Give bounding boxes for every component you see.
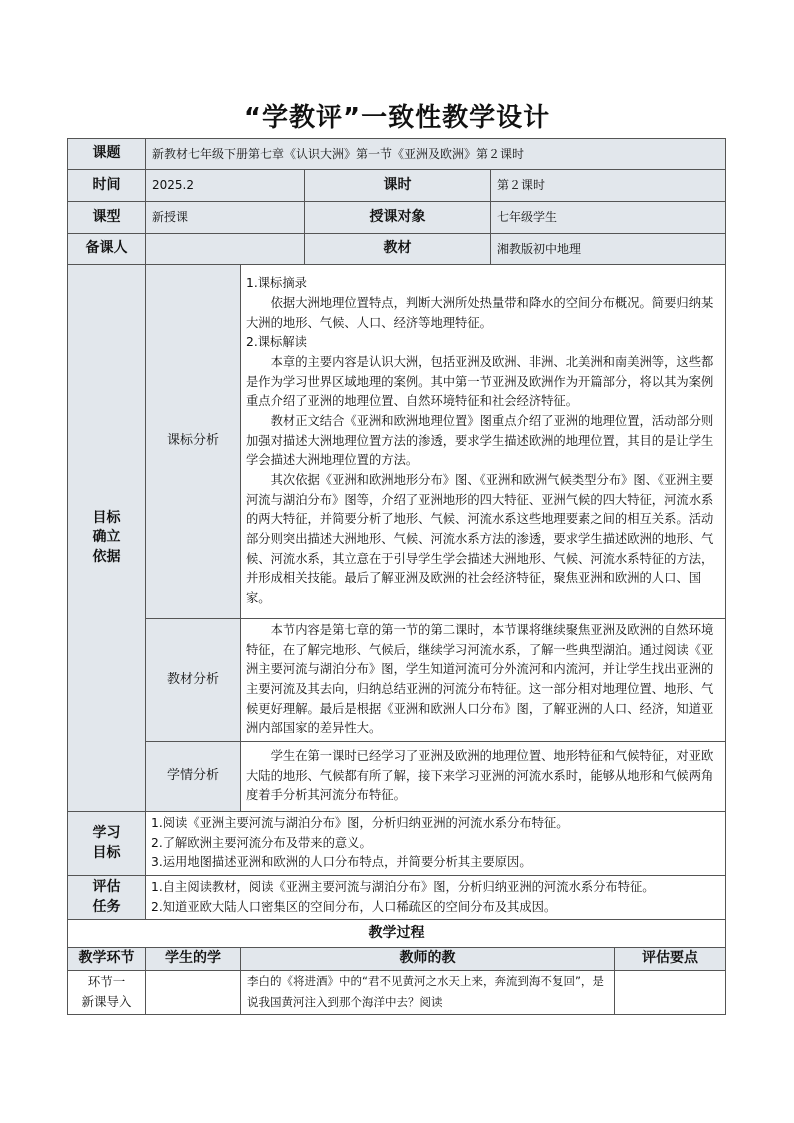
table-row xyxy=(68,971,726,1015)
preparer-row xyxy=(68,234,726,265)
textbook-value: 湘教版初中地理 xyxy=(491,234,726,265)
process-heading-row xyxy=(68,920,726,948)
stage-cell: 环节一 新课导入 xyxy=(68,971,146,1015)
curriculum-paragraph: 其次依据《亚洲和欧洲地形分布》图、《亚洲和欧洲气候类型分布》图、《亚洲主要河流与湖泊分布》图等，介绍了亚洲地形的四大特征、亚洲气候的四大特征，河流水系的两大特征，并简要分析了地形、气候、河流水系这些地理要素之间的相互关系。活动部分则突出描述大洲地形、气候、河流水系方法的渗透，要求学生描述欧洲的地形、气候、河流水系，其立意在于引导学生学会描述大洲地形、气候、河流水系特征的方法，并形成相关技能。最后了解亚洲及欧洲的社会经济特征，聚焦亚洲和欧洲的人口、国家。 xyxy=(246,473,714,606)
time-label: 时间 xyxy=(68,170,146,202)
audience-label: 授课对象 xyxy=(305,202,491,234)
teacher-cell: 李白的《将进酒》中的“君不见黄河之水天上来，奔流到海不复回”，是说我国黄河注入到那个海洋中去？阅读 xyxy=(241,971,615,1015)
topic-value: 新教材七年级下册第七章《认识大洲》第一节《亚洲及欧洲》第２课时 xyxy=(146,139,726,170)
time-value: 2025.2 xyxy=(146,170,305,202)
lesson-plan-table xyxy=(67,138,726,1015)
curriculum-paragraph: 教材正文结合《亚洲和欧洲地理位置》图重点介绍了亚洲的地理位置，活动部分则加强对描述大洲地理位置方法的渗透，要求学生描述欧洲的地理位置，其目的是让学生学会描述大洲地理位置的方法。 xyxy=(246,413,714,468)
preparer-label: 备课人 xyxy=(68,234,146,265)
textbook-analysis-row xyxy=(68,619,726,742)
list-item: 2.知道亚欧大陆人口密集区的空间分布，人口稀疏区的空间分布及其成因。 xyxy=(151,899,557,914)
type-value: 新授课 xyxy=(146,202,305,234)
topic-row xyxy=(68,139,726,170)
textbook-label: 教材 xyxy=(305,234,491,265)
curriculum-paragraph: 依据大洲地理位置特点，判断大洲所处热量带和降水的空间分布概况。简要归纳某大洲的地形、气候、人口、经济等地理特征。 xyxy=(246,295,714,330)
students-analysis-row xyxy=(68,742,726,812)
curriculum-paragraph: 本章的主要内容是认识大洲，包括亚洲及欧洲、非洲、北美洲和南美洲等，这些都是作为学习世界区域地理的案例。其中第一节亚洲及欧洲作为开篇部分，将以其为案例重点介绍了亚洲的地理位置、自然环境特征和社会经济特征。 xyxy=(246,354,714,409)
column-header-assessment: 评估要点 xyxy=(615,948,726,971)
textbook-analysis-label: 教材分析 xyxy=(146,619,241,742)
document-title: “学教评”一致性教学设计 xyxy=(243,103,551,133)
tasks-list xyxy=(146,876,726,920)
curriculum-row xyxy=(68,265,726,619)
type-row xyxy=(68,202,726,234)
topic-label: 课题 xyxy=(68,139,146,170)
goals-label: 学习 目标 xyxy=(68,812,146,876)
lesson-label: 课时 xyxy=(305,170,491,202)
tasks-label: 评估 任务 xyxy=(68,876,146,920)
students-analysis-text: 学生在第一课时已经学习了亚洲及欧洲的地理位置、地形特征和气候特征，对亚欧大陆的地形、气候都有所了解，接下来学习亚洲的河流水系时，能够从地形和气候两角度着手分析其河流分布特征。 xyxy=(241,742,726,812)
curriculum-heading-1: 1.课标摘录 xyxy=(246,276,307,291)
list-item: 1.阅读《亚洲主要河流与湖泊分布》图，分析归纳亚洲的河流水系分布特征。 xyxy=(151,816,569,831)
type-label: 课型 xyxy=(68,202,146,234)
goals-row xyxy=(68,812,726,876)
students-analysis-label: 学情分析 xyxy=(146,742,241,812)
process-header-row xyxy=(68,948,726,971)
basis-label: 目标 确立 依据 xyxy=(68,265,146,812)
curriculum-heading-2: 2.课标解读 xyxy=(246,335,307,350)
list-item: 2.了解欧洲主要河流分布及带来的意义。 xyxy=(151,835,372,850)
column-header-teacher: 教师的教 xyxy=(241,948,615,971)
audience-value: 七年级学生 xyxy=(491,202,726,234)
list-item: 1.自主阅读教材，阅读《亚洲主要河流与湖泊分布》图，分析归纳亚洲的河流水系分布特征。 xyxy=(151,880,655,895)
curriculum-text xyxy=(241,265,726,619)
tasks-row xyxy=(68,876,726,920)
student-cell xyxy=(146,971,241,1015)
time-row xyxy=(68,170,726,202)
goals-list xyxy=(146,812,726,876)
preparer-value xyxy=(146,234,305,265)
list-item: 3.运用地图描述亚洲和欧洲的人口分布特点，并简要分析其主要原因。 xyxy=(151,855,532,870)
curriculum-label: 课标分析 xyxy=(146,265,241,619)
assessment-cell xyxy=(615,971,726,1015)
column-header-student: 学生的学 xyxy=(146,948,241,971)
column-header-stage: 教学环节 xyxy=(68,948,146,971)
process-heading: 教学过程 xyxy=(68,920,726,948)
lesson-value: 第２课时 xyxy=(491,170,726,202)
textbook-analysis-text: 本节内容是第七章的第一节的第二课时，本节课将继续聚焦亚洲及欧洲的自然环境特征，在了解完地形、气候后，继续学习河流水系，了解一些典型湖泊。通过阅读《亚洲主要河流与湖泊分布》图，学生知道河流可分外流河和内流河，并让学生找出亚洲的主要河流及其去向，归纳总结亚洲的河流分布特征。这一部分相对地理位置、地形、气候更好理解。最后是根据《亚洲和欧洲人口分布》图，了解亚洲的人口、经济，知道亚洲内部国家的差异性大。 xyxy=(241,619,726,742)
